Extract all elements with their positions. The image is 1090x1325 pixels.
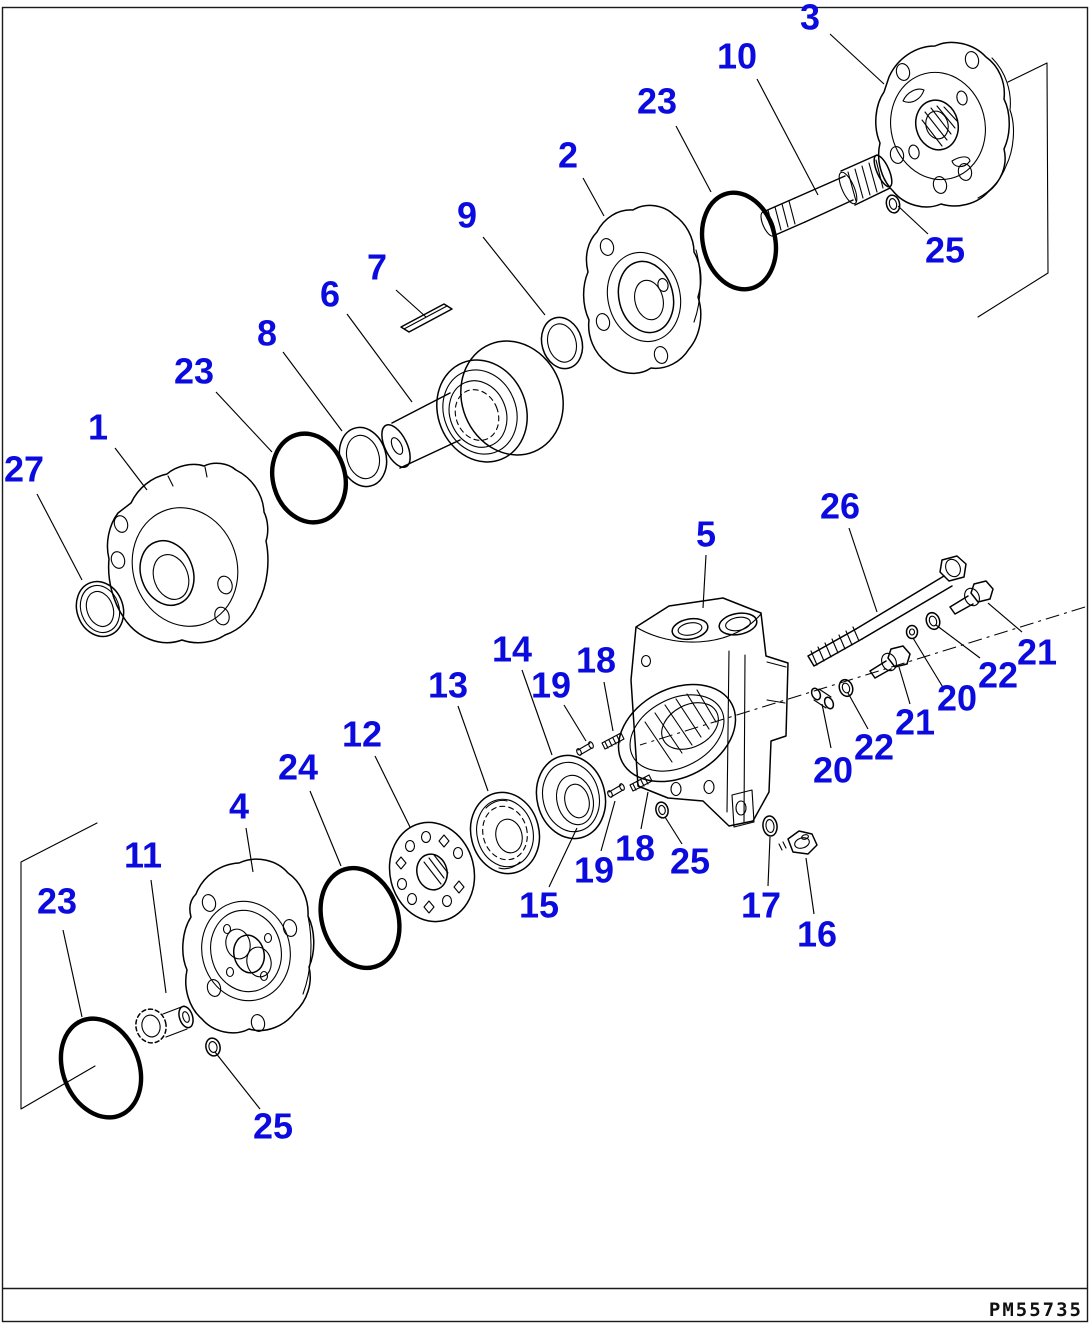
leader-line (898, 206, 928, 234)
bearing-13 (462, 785, 548, 881)
callout-label-22: 22 (853, 726, 895, 768)
leader-line (604, 682, 613, 731)
callout-label-1: 1 (87, 406, 109, 448)
callout-label-5: 5 (695, 513, 717, 555)
leader-line (601, 801, 615, 851)
center-line (640, 607, 1085, 745)
part-1-front-cover (107, 463, 267, 643)
callout-label-6: 6 (319, 273, 341, 315)
end-cover-3 (876, 42, 1014, 207)
ring-25-bottom-left (204, 1037, 222, 1058)
leader-line (283, 352, 342, 431)
leader-line (310, 791, 341, 866)
leader-line (115, 448, 147, 490)
callout-label-4: 4 (228, 785, 250, 827)
leader-line (899, 667, 910, 704)
leader-line (246, 828, 253, 872)
callout-label-12: 12 (341, 713, 383, 755)
leader-line (822, 704, 831, 748)
callout-label-3: 3 (799, 0, 821, 38)
flange-4 (183, 859, 314, 1033)
gear-plate-12 (379, 813, 485, 930)
callout-label-16: 16 (796, 913, 838, 955)
callout-label-25: 25 (252, 1105, 294, 1147)
leader-line (458, 706, 488, 791)
seal-ring-27 (69, 575, 131, 643)
leader-line (564, 705, 586, 741)
callout-layer (4, 0, 1057, 1147)
leader-line (849, 528, 877, 612)
housing-5 (602, 598, 788, 827)
gear-coupling-11 (132, 1005, 195, 1047)
callout-label-27: 27 (3, 448, 45, 490)
callout-label-11: 11 (123, 834, 163, 876)
plug-20-right (907, 626, 918, 639)
callout-label-20: 20 (812, 749, 854, 791)
leader-line (768, 837, 770, 886)
leader-line (830, 34, 884, 84)
callout-label-14: 14 (491, 628, 533, 670)
callout-label-25: 25 (924, 229, 966, 271)
bolt-21-mid (870, 646, 910, 678)
callout-label-23: 23 (173, 350, 215, 392)
splined-shaft-10 (758, 153, 895, 238)
callout-label-19: 19 (573, 849, 615, 891)
o-ring-24 (308, 858, 412, 978)
o-ring-23-bottom (47, 1006, 156, 1129)
leader-line (806, 858, 814, 914)
leader-line (375, 756, 410, 827)
callout-label-23: 23 (636, 80, 678, 122)
callout-label-19: 19 (530, 664, 572, 706)
ring-25-mid (654, 801, 670, 819)
leader-line (848, 693, 868, 729)
callout-label-18: 18 (614, 827, 656, 869)
leader-line (63, 930, 82, 1017)
callout-label-21: 21 (1016, 631, 1058, 673)
callout-label-18: 18 (575, 639, 617, 681)
pin-19-lower (607, 783, 626, 798)
callout-label-26: 26 (819, 485, 861, 527)
callout-label-20: 20 (936, 677, 978, 719)
seal-ring-8 (333, 422, 394, 492)
callout-label-15: 15 (518, 884, 560, 926)
leader-line (215, 1052, 260, 1109)
pin-19-upper (576, 741, 595, 756)
callout-label-8: 8 (256, 312, 278, 354)
callout-label-21: 21 (894, 701, 936, 743)
callout-label-24: 24 (277, 746, 319, 788)
ring-9 (536, 312, 589, 373)
key-7 (401, 304, 452, 332)
bolt-21-right (950, 581, 993, 614)
leader-line (37, 494, 82, 580)
leader-line (396, 290, 426, 317)
plug-16 (779, 831, 817, 854)
leader-line (483, 237, 545, 315)
leader-line (676, 126, 711, 192)
leader-line (583, 178, 604, 216)
drawing-number: PM55735 (988, 1299, 1083, 1321)
callout-label-23: 23 (36, 880, 78, 922)
bearing-15 (528, 748, 614, 846)
stud-bolt-26 (808, 556, 966, 666)
ring-17 (762, 815, 779, 837)
callout-label-9: 9 (456, 194, 478, 236)
callout-label-13: 13 (427, 664, 469, 706)
corner-bracket-top-right (978, 63, 1048, 317)
o-ring-23-top (692, 185, 786, 298)
leader-line (757, 79, 818, 195)
flange-2 (584, 205, 701, 373)
callout-label-22: 22 (977, 654, 1019, 696)
callout-label-10: 10 (716, 35, 758, 77)
leader-line (151, 880, 166, 993)
callout-label-2: 2 (557, 134, 579, 176)
leader-line (641, 792, 648, 829)
callout-label-17: 17 (740, 884, 782, 926)
leader-line (216, 392, 272, 452)
corner-bracket-bottom-left (21, 823, 97, 1109)
callout-label-25: 25 (669, 840, 711, 882)
leader-line (988, 603, 1022, 632)
callout-label-7: 7 (366, 246, 388, 288)
